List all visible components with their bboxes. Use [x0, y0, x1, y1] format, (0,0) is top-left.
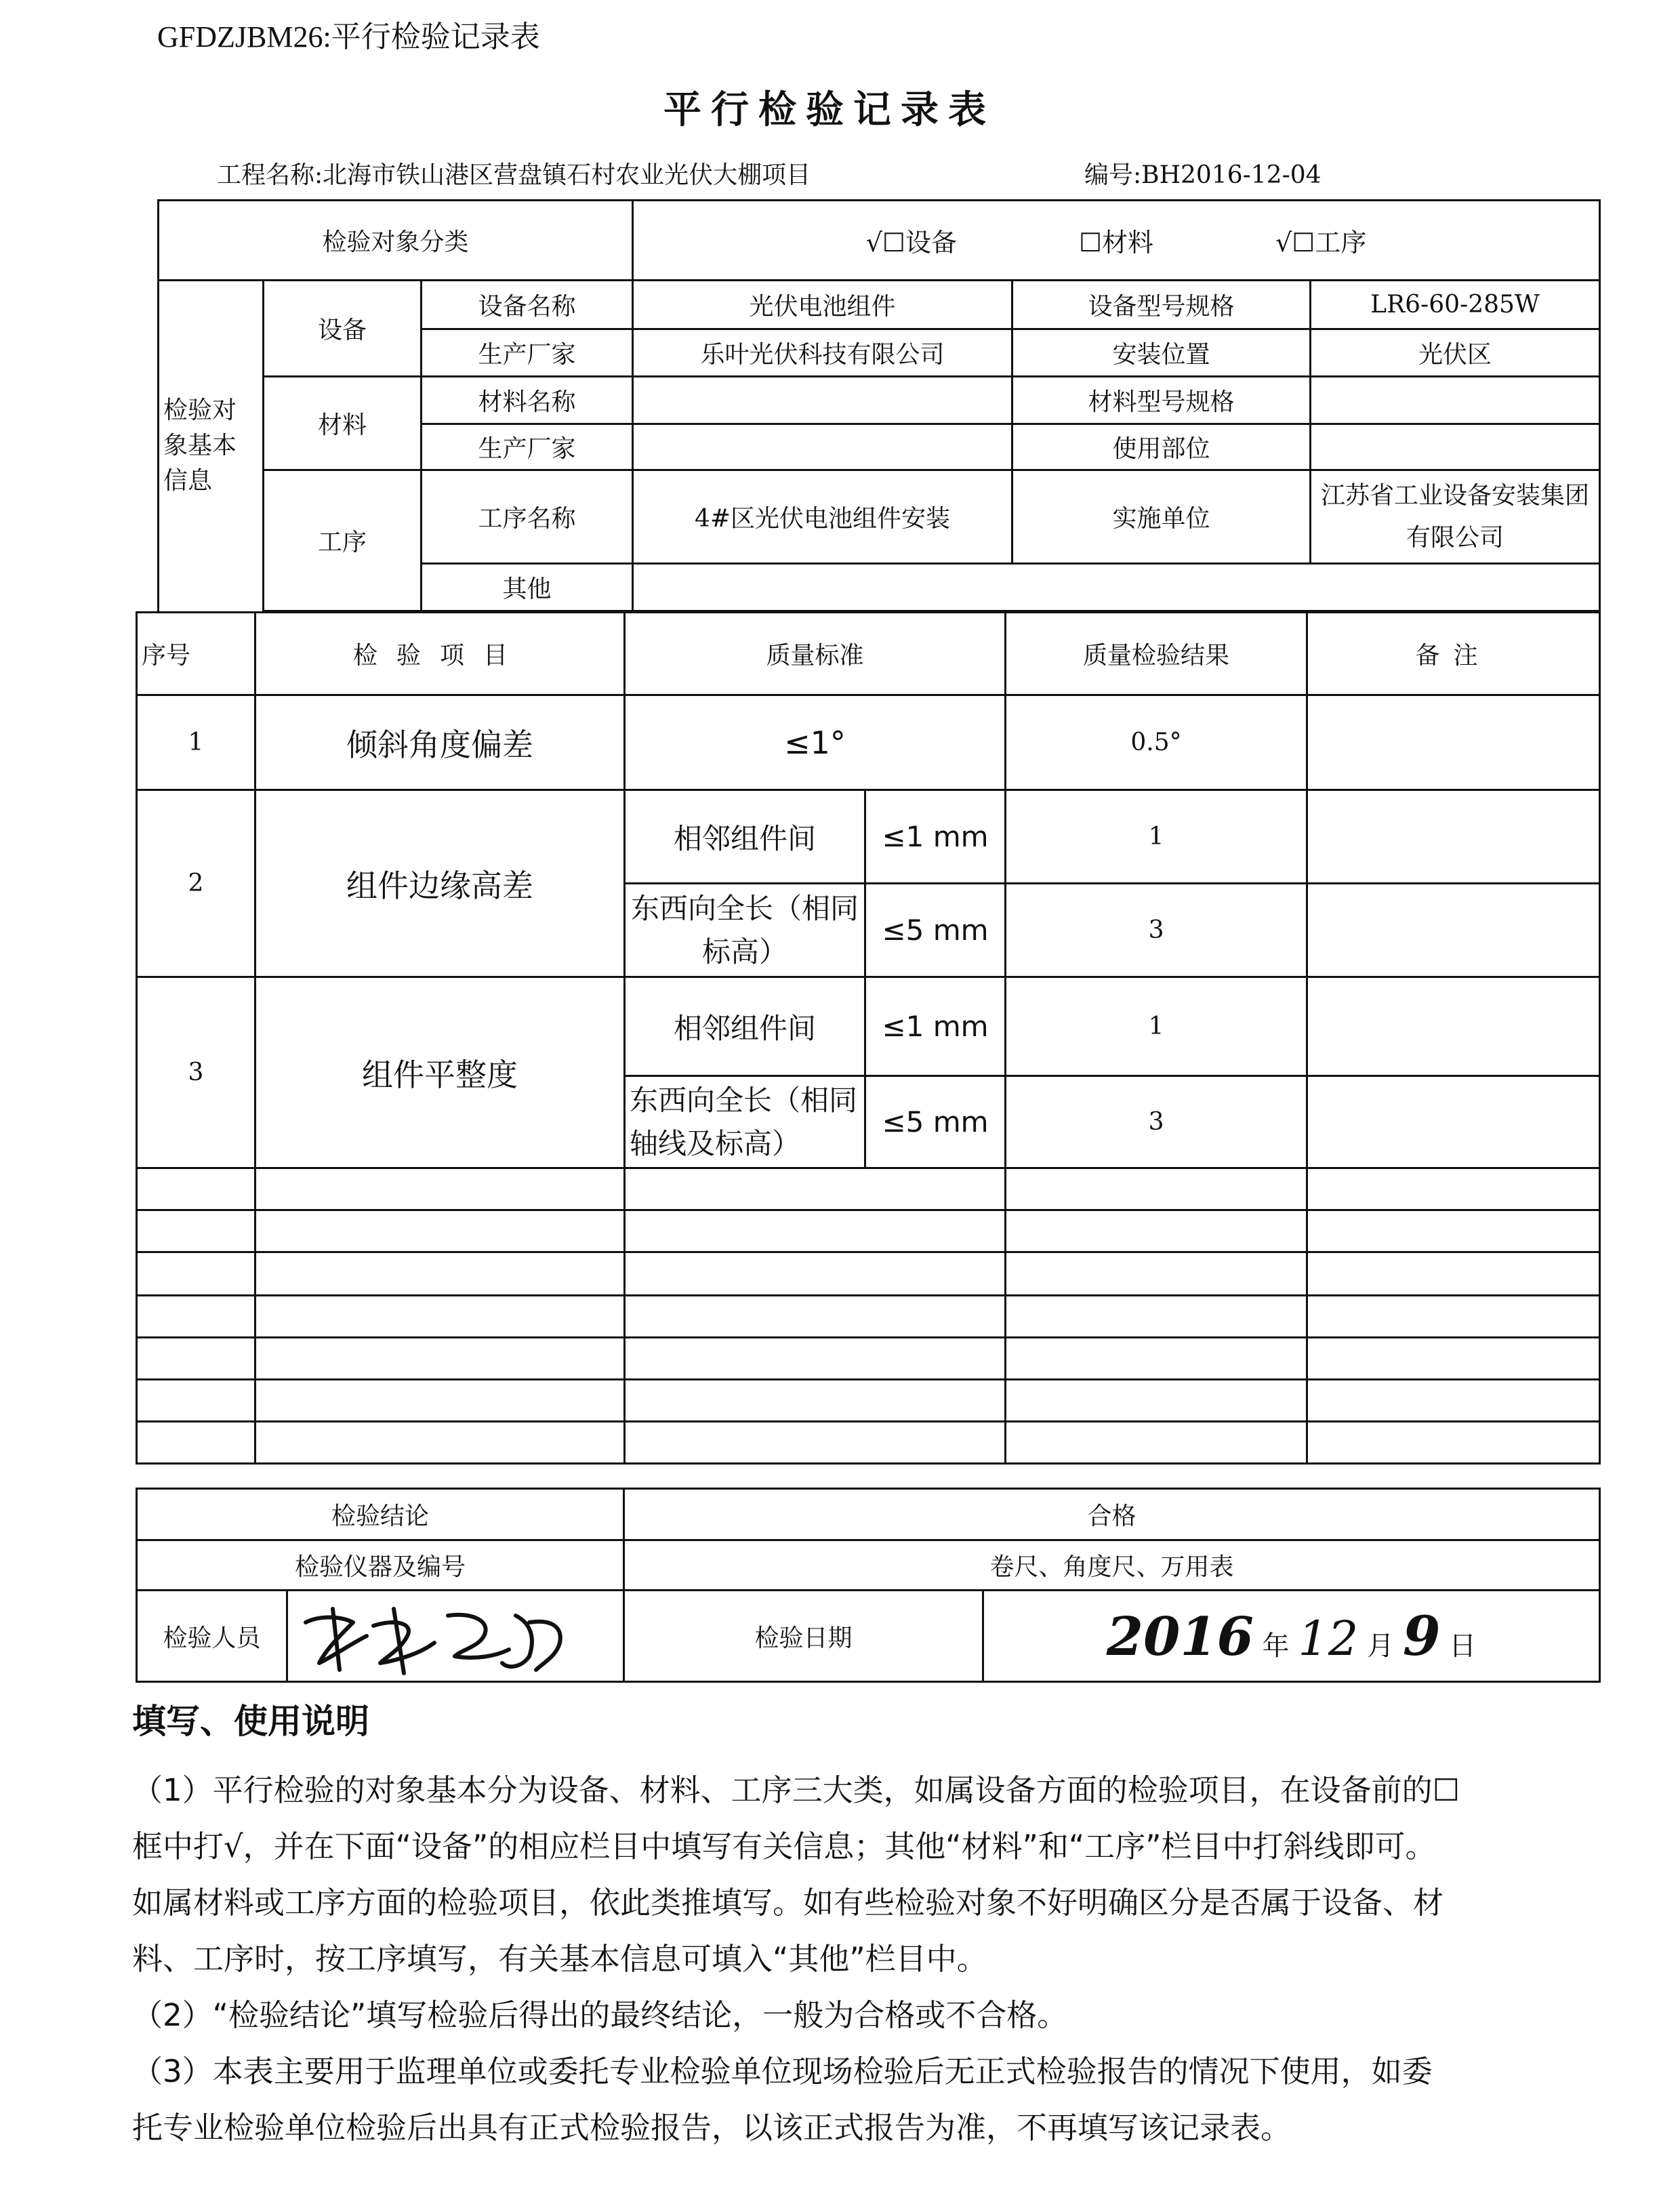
equipment-maker: 乐叶光伏科技有限公司 — [633, 329, 1012, 377]
material-maker-label: 生产厂家 — [422, 424, 633, 470]
item-3-seq: 3 — [137, 977, 255, 1168]
instruction-paragraph-1: （1）平行检验的对象基本分为设备、材料、工序三大类，如属设备方面的检验项目，在设备前的☐框中打√，并在下面“设备”的相应栏目中填写有关信息；其他“材料”和“工序”栏目中打斜线即可。如属材料或工序方面的检验项目，依此类推填写。如有些检验对象不好明确区分是否属于设备、材料、工序时，按工序填写，有关基本信息可填入“其他”栏目中。 — [132, 1772, 1460, 1977]
item-1-result: 0.5° — [1006, 695, 1307, 790]
category-option-material: ☐材料 — [1078, 228, 1154, 258]
instructions-body — [132, 1762, 1460, 2156]
item-2-sub-2-remark — [1307, 884, 1600, 977]
item-3-sub-1-standard: ≤1 mm — [865, 977, 1006, 1076]
item-3-sub-1-result: 1 — [1006, 977, 1307, 1076]
item-2-sub-2-result: 3 — [1006, 884, 1307, 977]
material-usage — [1311, 424, 1600, 470]
category-option-process: √☐工序 — [1275, 228, 1367, 258]
document-title: 平行检验记录表 — [663, 87, 996, 132]
item-1-remark — [1307, 695, 1600, 790]
project-name: 北海市铁山港区营盘镇石村农业光伏大棚项目 — [323, 161, 811, 189]
equipment-location: 光伏区 — [1311, 329, 1600, 377]
basic-info-label: 检验对象基本信息 — [159, 281, 264, 613]
item-3-sub-2-name: 东西向全长（相同轴线及标高） — [625, 1076, 865, 1168]
material-name — [633, 377, 1012, 424]
conclusion-table — [136, 1488, 1601, 1683]
item-2-sub-1-remark — [1307, 790, 1600, 884]
date-year: 2016 — [1106, 1606, 1254, 1668]
material-usage-label: 使用部位 — [1012, 424, 1311, 470]
item-3-sub-1-name: 相邻组件间 — [625, 977, 865, 1076]
document-number: BH2016-12-04 — [1141, 161, 1322, 189]
item-2-sub-1-name: 相邻组件间 — [625, 790, 865, 884]
project-line — [217, 156, 811, 190]
empty-row — [137, 1422, 1600, 1464]
item-2-sub-2-standard: ≤5 mm — [865, 884, 1006, 977]
date-month: 12 — [1298, 1611, 1359, 1666]
item-1-standard: ≤1° — [625, 695, 1006, 790]
equipment-label: 设备 — [264, 281, 422, 377]
year-unit: 年 — [1262, 1631, 1290, 1662]
empty-row — [137, 1252, 1600, 1296]
basic-info-table — [157, 199, 1601, 613]
category-options — [633, 201, 1600, 281]
inspection-items-table — [136, 611, 1601, 1465]
item-3-sub-2-standard: ≤5 mm — [865, 1076, 1006, 1168]
material-model-label: 材料型号规格 — [1012, 377, 1311, 424]
item-3-sub-2-remark — [1307, 1076, 1600, 1168]
material-maker — [633, 424, 1012, 470]
equipment-maker-label: 生产厂家 — [422, 329, 633, 377]
material-label: 材料 — [264, 377, 422, 470]
item-2-sub-1-standard: ≤1 mm — [865, 790, 1006, 884]
empty-row — [137, 1296, 1600, 1338]
item-3-sub-2-result: 3 — [1006, 1076, 1307, 1168]
header-standard: 质量标准 — [625, 613, 1006, 695]
instrument-value: 卷尺、角度尺、万用表 — [624, 1540, 1600, 1591]
number-label: 编号: — [1084, 161, 1142, 189]
item-2-sub-2-name: 东西向全长（相同标高） — [625, 884, 865, 977]
item-2-sub-1-result: 1 — [1006, 790, 1307, 884]
date-day: 9 — [1402, 1604, 1441, 1668]
equipment-name: 光伏电池组件 — [633, 281, 1012, 329]
process-other-label: 其他 — [422, 564, 633, 611]
conclusion-label: 检验结论 — [137, 1489, 624, 1540]
empty-row — [137, 1210, 1600, 1252]
header-result: 质量检验结果 — [1006, 613, 1307, 695]
empty-row — [137, 1168, 1600, 1210]
process-unit: 江苏省工业设备安装集团有限公司 — [1311, 470, 1600, 564]
project-label: 工程名称: — [217, 161, 323, 189]
equipment-model-label: 设备型号规格 — [1012, 281, 1311, 329]
instrument-label: 检验仪器及编号 — [137, 1540, 624, 1591]
item-1-seq: 1 — [137, 695, 255, 790]
instruction-paragraph-2: （2）“检验结论”填写检验后得出的最终结论，一般为合格或不合格。 — [132, 1997, 1068, 2033]
instruction-paragraph-3: （3）本表主要用于监理单位或委托专业检验单位现场检验后无正式检验报告的情况下使用，如委托专业检验单位检验后出具有正式检验报告，以该正式报告为准，不再填写该记录表。 — [132, 2053, 1433, 2146]
day-unit: 日 — [1449, 1631, 1477, 1662]
item-3-sub-1-remark — [1307, 977, 1600, 1076]
inspector-signature — [287, 1591, 624, 1682]
handwritten-signature — [292, 1595, 617, 1677]
material-model — [1311, 377, 1600, 424]
process-unit-label: 实施单位 — [1012, 470, 1311, 564]
empty-row — [137, 1338, 1600, 1380]
item-2-seq: 2 — [137, 790, 255, 977]
equipment-model: LR6-60-285W — [1311, 281, 1600, 329]
inspector-label: 检验人员 — [137, 1591, 287, 1682]
process-other — [633, 564, 1600, 611]
month-unit: 月 — [1367, 1631, 1395, 1662]
equipment-name-label: 设备名称 — [422, 281, 633, 329]
item-1-name: 倾斜角度偏差 — [255, 695, 625, 790]
process-name-label: 工序名称 — [422, 470, 633, 564]
empty-row — [137, 1380, 1600, 1422]
item-2-name: 组件边缘高差 — [255, 790, 625, 977]
header-seq: 序号 — [137, 613, 255, 695]
document-code: GFDZJBM26:平行检验记录表 — [157, 20, 540, 54]
material-name-label: 材料名称 — [422, 377, 633, 424]
equipment-location-label: 安装位置 — [1012, 329, 1311, 377]
category-option-equipment: √☐设备 — [865, 228, 957, 258]
instructions-title: 填写、使用说明 — [132, 1702, 369, 1741]
process-name: 4#区光伏电池组件安装 — [633, 470, 1012, 564]
conclusion-value: 合格 — [624, 1489, 1600, 1540]
inspection-date — [983, 1591, 1600, 1682]
item-3-name: 组件平整度 — [255, 977, 625, 1168]
date-label: 检验日期 — [624, 1591, 983, 1682]
process-label: 工序 — [264, 470, 422, 611]
document-number-line — [1084, 156, 1322, 190]
category-label: 检验对象分类 — [159, 201, 633, 281]
header-item: 检验项目 — [255, 613, 625, 695]
header-remark: 备注 — [1307, 613, 1600, 695]
